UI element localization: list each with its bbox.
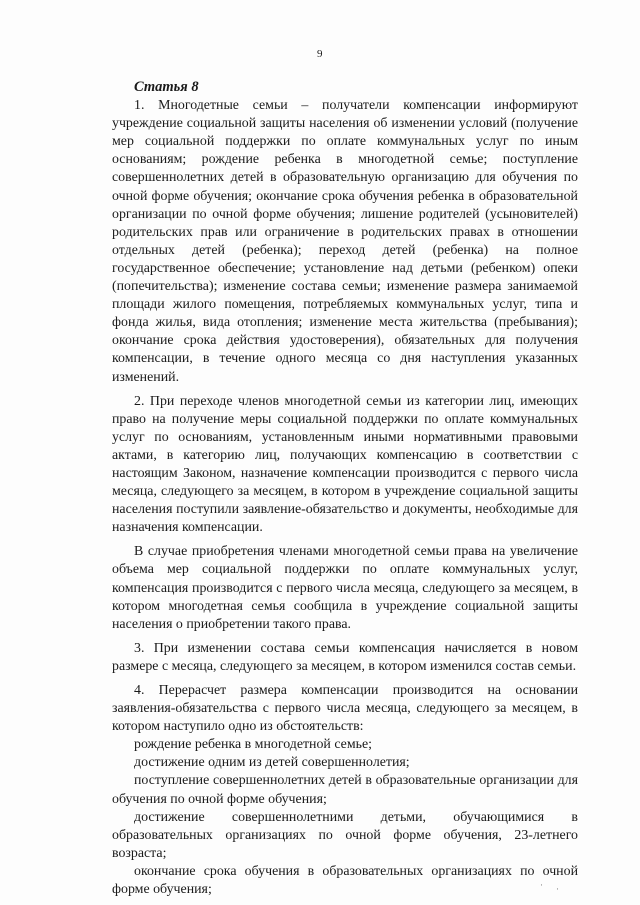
page-number: 9 <box>317 48 323 60</box>
scan-artifact: · <box>556 884 559 894</box>
list-item: поступление совершеннолетних детей в образовательные организации для обучения по очной форме обучения; <box>112 773 578 807</box>
scan-artifact: · <box>540 880 543 890</box>
paragraph-2: 2. При переходе членов многодетной семьи из категории лиц, имеющих право на получение меры социальной поддержки по оплате коммунальных услуг по основаниям, установленным иными нормативными правовыми актами, в категорию лиц, получающих компенсацию в соответствии с настоящим Законом, назначение компенсации производится с первого числа месяца, следующего за месяцем, в котором в учреждение социальной защиты населения поступили заявление-обязательство и документы, необходимые для назначения компенсации. <box>112 393 578 536</box>
paragraph-1: 1. Многодетные семьи – получатели компенсации информируют учреждение социальной защиты населения об изменении условий (получение мер социальной поддержки по оплате коммунальных услуг по иным основаниям; рождение ребенка в многодетной семье; поступление совершеннолетних детей в образовательную организацию для обучения по очной форме обучения; окончание срока обучения ребенка в образовательной организации по очной форме обучения; лишение родителей (усыновителей) родительских прав или ограничение в родительских правах в отношении отдельных детей (ребенка); переход детей (ребенка) на полное государственное обеспечение; установление над детьми (ребенком) опеки (попечительства); изменение состава семьи; изменение размера занимаемой площади жилого помещения, потребляемых коммунальных услуг, типа и фонда жилья, вида отопления; изменение места жительства (пребывания); окончание срока действия удостоверения), обязательных для получения компенсации, в течение одного месяца со дня наступления указанных изменений. <box>112 98 578 385</box>
list-item: рождение ребенка в многодетной семье; <box>134 737 372 753</box>
list-item: окончание срока обучения в образовательных организациях по очной форме обучения; <box>112 863 578 898</box>
article-title: Статья 8 <box>134 79 199 95</box>
paragraph-5: 4. Перерасчет размера компенсации производится на основании заявления-обязательства с первого числа месяца, следующего за месяцем, в котором наступило одно из обстоятельств: <box>112 683 578 735</box>
article-body <box>112 78 578 899</box>
list-item: достижение одним из детей совершеннолетия; <box>134 755 410 771</box>
paragraph-4: 3. При изменении состава семьи компенсация начисляется в новом размере с месяца, следующего за месяцем, в котором изменился состав семьи. <box>112 640 578 674</box>
list-item: достижение совершеннолетними детьми, обучающимися в образовательных организациях по очной форме обучения, 23-летнего возраста; <box>112 809 578 861</box>
paragraph-3: В случае приобретения членами многодетной семьи права на увеличение объема мер социальной поддержки по оплате коммунальных услуг, компенсация производится с первого числа месяца, следующего за месяцем, в котором многодетная семья сообщила в учреждение социальной защиты населения о приобретении такого права. <box>112 544 578 632</box>
